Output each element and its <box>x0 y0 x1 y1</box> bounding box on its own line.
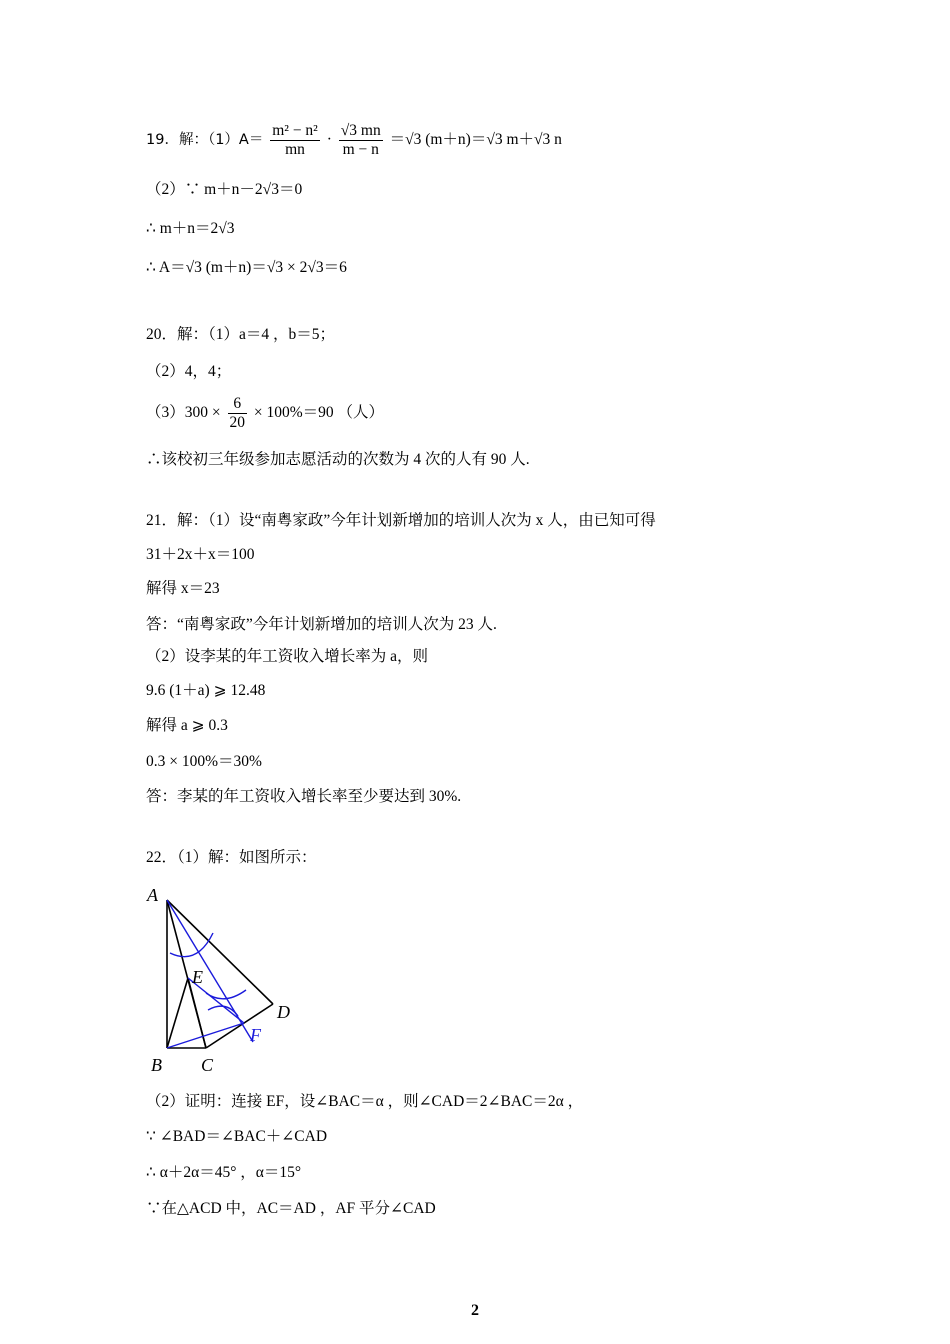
segment-be <box>167 978 188 1048</box>
q21-line-3: 解得 x＝23 <box>146 580 220 597</box>
q21-line-5: （2）设李某的年工资收入增长率为 a，则 <box>146 648 429 665</box>
q19-fraction-2-numerator: √3 mn <box>340 121 381 139</box>
q20-line-2: （2）4，4； <box>146 363 232 380</box>
q20-line-3-prefix: （3）300 × <box>146 404 221 421</box>
q19-fraction-2 <box>339 122 383 159</box>
q19-dot: · <box>326 131 332 148</box>
label-b: B <box>151 1055 162 1075</box>
segment-cd <box>206 1004 273 1048</box>
q20-line-4: ∴该校初三年级参加志愿活动的次数为 4 次的人有 90 人. <box>146 451 530 468</box>
q19-fraction-2-denominator: m − n <box>342 140 379 158</box>
q19-fraction-1 <box>270 122 320 159</box>
q19-line-4: ∴ A＝√3 (m＋n)＝√3 × 2√3＝6 <box>146 259 347 276</box>
q22-line-5: ∵在△ACD 中，AC＝AD ，AF 平分∠CAD <box>146 1200 436 1217</box>
label-e: E <box>192 967 203 987</box>
q22-line-2: （2）证明：连接 EF，设∠BAC＝α ，则∠CAD＝2∠BAC＝2α ， <box>146 1093 584 1110</box>
segment-ce <box>188 978 206 1048</box>
q21-line-1: 21．解：（1）设“南粤家政”今年计划新增加的培训人次为 x 人，由已知可得 <box>146 512 656 529</box>
q21-line-8: 0.3 × 100%＝30% <box>146 753 262 770</box>
label-d: D <box>277 1002 290 1022</box>
q20-fraction-denominator: 20 <box>229 413 245 431</box>
q19-line-1 <box>146 118 562 162</box>
q21-line-9: 答：李某的年工资收入增长率至少要达到 30%. <box>146 788 462 805</box>
q20-fraction <box>228 395 248 432</box>
page-number: 2 <box>471 1302 479 1319</box>
q22-line-1: 22．（1）解：如图所示： <box>146 849 317 866</box>
q20-fraction-numerator: 6 <box>228 395 248 414</box>
q19-result: ＝√3 (m＋n)＝√3 m＋√3 n <box>389 131 562 148</box>
q20-line-1: 20．解：（1）a＝4 ，b＝5； <box>146 326 336 343</box>
q19-label: 19．解：（1）A＝ <box>146 132 264 148</box>
geometry-figure <box>140 880 300 1080</box>
label-c: C <box>201 1055 214 1075</box>
q22-line-4: ∴ α＋2α＝45° ，α＝15° <box>146 1164 302 1181</box>
q21-line-2: 31＋2x＋x＝100 <box>146 546 255 563</box>
label-f: F <box>250 1025 261 1045</box>
q21-line-7: 解得 a ⩾ 0.3 <box>146 717 228 734</box>
q20-line-3-suffix: × 100%＝90 （人） <box>253 404 385 421</box>
q19-fraction-1-numerator: m² − n² <box>272 121 318 139</box>
label-a: A <box>147 885 158 905</box>
q19-fraction-1-denominator: mn <box>285 140 305 158</box>
q19-line-2: （2）∵ m＋n－2√3＝0 <box>146 181 303 198</box>
q21-line-6: 9.6 (1＋a) ⩾ 12.48 <box>146 682 266 699</box>
q20-line-3 <box>146 391 384 435</box>
q21-line-4: 答：“南粤家政”今年计划新增加的培训人次为 23 人. <box>146 616 497 633</box>
q22-line-3: ∵ ∠BAD＝∠BAC＋∠CAD <box>146 1128 328 1145</box>
q19-line-3: ∴ m＋n＝2√3 <box>146 220 235 237</box>
